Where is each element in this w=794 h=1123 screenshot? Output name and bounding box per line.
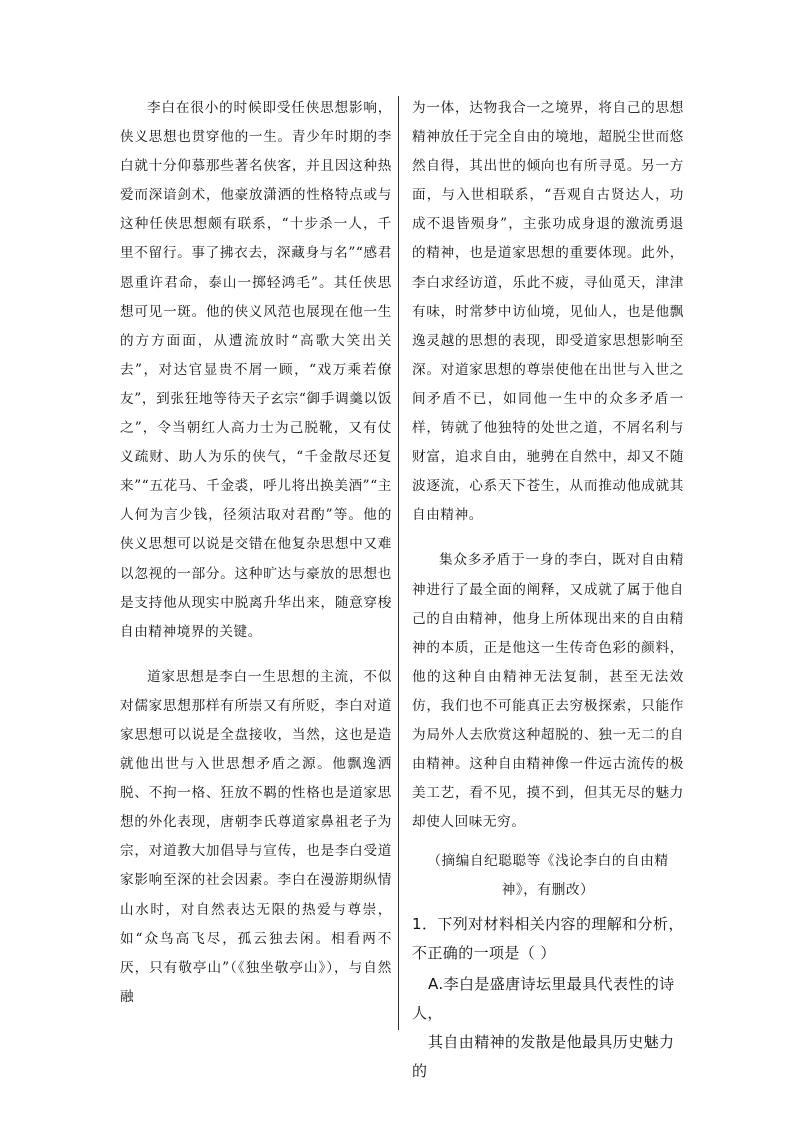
column-divider (398, 96, 399, 1030)
option-a-line1: A.李白是盛唐诗坛里最具代表性的诗人， (412, 974, 675, 1022)
left-column (120, 94, 392, 1012)
option-a-line2: 其自由精神的发散是他最具历史魅力的 (412, 1032, 675, 1080)
question-stem: 1．下列对材料相关内容的理解和分析，不正确的一项是（ ） (412, 914, 684, 962)
paragraph-taoism: 道家思想是李白一生思想的主流，不似对儒家思想那样有所崇又有所贬，李白对道家思想可以说是全盘接收，当然，这也是造就他出世与入世思想矛盾之源。他飘逸洒脱、不拘一格、狂放不羁的性格也是道家思想的外化表现，唐朝李氏尊道家鼻祖老子为宗，对道教大加倡导与宣传，也是李白受道家影响至深的社会因素。李白在漫游期纵情山水时，对自然表达无限的热爱与尊崇，如“众鸟高飞尽，孤云独去闲。相看两不厌，只有敬亭山”（《独坐敬亭山》），与自然融 (120, 668, 392, 1005)
source-citation: （摘编自纪聪聪等《浅论李白的自由精神》，有删改） (427, 853, 669, 899)
paragraph-chivalry: 李白在很小的时候即受任侠思想影响，侠义思想也贯穿他的一生。青少年时期的李白就十分仰慕那些著名侠客，并且因这种热爱而深谙剑术，他豪放潇洒的性格特点或与这种任侠思想颇有联系，“十步杀一人，千里不留行。事了拂衣去，深藏身与名”“感君恩重许君命，泰山一掷轻鸿毛”。其任侠思想可见一斑。他的侠义风范也展现在他一生的方方面面，从遭流放时“高歌大笑出关去”，对达官显贵不屑一顾，“戏万乘若僚友”，到张狂地等待天子玄宗“御手调羹以饭之”，令当朝红人高力士为己脱靴，又有仗义疏财、助人为乐的侠气，“千金散尽还复来”“五花马、千金裘，呼儿将出换美酒”“主人何为言少钱，径须沽取对君酌”等。他的侠义思想可以说是交错在他复杂思想中又难以忽视的一部分。这种旷达与豪放的思想也是支持他从现实中脱离升华出来，随意穿梭自由精神境界的关键。 (120, 100, 392, 640)
paragraph-taoism-continued: 为一体，达物我合一之境界，将自己的思想精神放任于完全自由的境地，超脱尘世而悠然自得，其出世的倾向也有所寻觅。另一方面，与入世相联系，“吾观自古贤达人，功成不退皆殒身”，主张功成身退的激流勇退的精神，也是道家思想的重要体现。此外，李白求经访道，乐此不疲，寻仙觅天，津津有味，时常梦中访仙境，见仙人，也是他飘逸灵越的思想的表现，即受道家思想影响至深。对道家思想的尊崇使他在出世与入世之间矛盾不已，如同他一生中的众多矛盾一样，铸就了他独特的处世之道，不屑名利与财富，追求自由，驰骋在自然中，却又不随波逐流，心系天下苍生，从而推动他成就其自由精神。 (412, 100, 684, 524)
paragraph-conclusion: 集众多矛盾于一身的李白，既对自由精神进行了最全面的阐释，又成就了属于他自己的自由精神，他身上所体现出来的自由精神的本质，正是他这一生传奇色彩的颜料，他的这种自由精神无法复制，甚至无法效仿，我们也不可能真正去穷极探索，只能作为局外人去欣赏这种超脱的、独一无二的自由精神。这种自由精神像一件远古流传的极美工艺，看不见，摸不到，但其无尽的魅力却使人回味无穷。 (412, 552, 684, 831)
right-column (412, 94, 684, 1086)
